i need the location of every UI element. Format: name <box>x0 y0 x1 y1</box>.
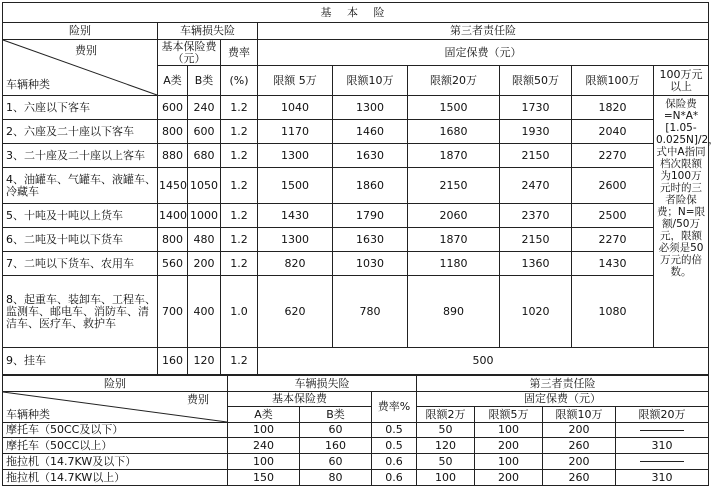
class-a-premium: 1400 <box>158 204 188 228</box>
limit-10w-premium: 200 <box>543 423 616 438</box>
table-row <box>3 276 709 348</box>
rate: 1.0 <box>221 276 258 348</box>
class-b-premium: 60 <box>300 454 372 470</box>
limit-10w-premium: 1300 <box>333 96 408 120</box>
dash-line <box>640 430 684 431</box>
limit-50w-premium: 2150 <box>500 228 572 252</box>
limit-5w-premium: 1300 <box>258 228 333 252</box>
class-a-premium: 1450 <box>158 168 188 204</box>
basic-insurance-table <box>2 2 719 375</box>
class-a-premium: 100 <box>228 423 300 438</box>
limit-20w-premium: 310 <box>616 470 709 486</box>
limit-100w-premium: 2270 <box>572 228 654 252</box>
class-a-premium: 800 <box>158 228 188 252</box>
header-limit-5w: 限额 5万 <box>258 66 333 96</box>
header-damage: 车辆损失险 <box>158 23 258 40</box>
class-a-premium: 150 <box>228 470 300 486</box>
class-b-premium: 160 <box>300 438 372 454</box>
header-limit-10w: 限额10万 <box>543 407 616 423</box>
vehicle-type-trailer: 9、挂车 <box>3 348 158 375</box>
header-base-premium: 基本保险费（元） <box>158 40 221 66</box>
header-diagonal-cell <box>3 392 228 423</box>
formula-note: 保险费=N*A*[1.05-0.025N]/2，式中A指同档次限额为100万元时的三者险保费；N=限额/50万元，限额必须是50万元的倍数。 <box>654 96 709 348</box>
class-a-premium: 800 <box>158 120 188 144</box>
limit-10w-premium: 260 <box>543 438 616 454</box>
vehicle-type: 4、油罐车、气罐车、液罐车、冷藏车 <box>3 168 158 204</box>
table-row <box>3 252 709 276</box>
header-class-b: B类 <box>188 66 221 96</box>
limit-10w-premium: 1460 <box>333 120 408 144</box>
header-fee: 费别 <box>187 393 209 406</box>
class-a-premium: 700 <box>158 276 188 348</box>
header-fixed-premium: 固定保费（元） <box>258 40 709 66</box>
limit-5w-premium: 100 <box>475 423 543 438</box>
vehicle-type: 2、六座及二十座以下客车 <box>3 120 158 144</box>
header-class-a: A类 <box>228 407 300 423</box>
limit-10w-premium: 1790 <box>333 204 408 228</box>
rate: 1.2 <box>221 204 258 228</box>
class-a-premium: 100 <box>228 454 300 470</box>
limit-50w-premium: 1930 <box>500 120 572 144</box>
limit-50w-premium: 2370 <box>500 204 572 228</box>
vehicle-type: 6、二吨及十吨以下货车 <box>3 228 158 252</box>
header-third-party: 第三者责任险 <box>417 376 709 392</box>
limit-10w-premium: 1630 <box>333 228 408 252</box>
class-a-premium: 160 <box>158 348 188 375</box>
header-rate: 费率 <box>221 40 258 66</box>
limit-20w-none <box>616 423 709 438</box>
class-a-premium: 240 <box>228 438 300 454</box>
rate: 1.2 <box>221 96 258 120</box>
limit-2w-premium: 100 <box>417 470 475 486</box>
limit-50w-premium: 1730 <box>500 96 572 120</box>
table-row <box>3 423 709 438</box>
header-limit-2w: 限额2万 <box>417 407 475 423</box>
vehicle-type: 拖拉机（14.7KW以上） <box>3 470 228 486</box>
header-fixed-premium: 固定保费（元） <box>417 392 709 407</box>
limit-5w-premium: 1500 <box>258 168 333 204</box>
vehicle-type: 拖拉机（14.7KW及以下） <box>3 454 228 470</box>
limit-2w-premium: 120 <box>417 438 475 454</box>
limit-20w-none <box>616 454 709 470</box>
header-limit-50w: 限额50万 <box>500 66 572 96</box>
class-b-premium: 400 <box>188 276 221 348</box>
rate: 1.2 <box>221 120 258 144</box>
header-rate: 费率% <box>372 392 417 423</box>
header-limit-20w: 限额20万 <box>616 407 709 423</box>
class-a-premium: 560 <box>158 252 188 276</box>
limit-5w-premium: 200 <box>475 438 543 454</box>
limit-5w-premium: 1300 <box>258 144 333 168</box>
vehicle-type: 摩托车（50CC及以下） <box>3 423 228 438</box>
limit-100w-premium: 2040 <box>572 120 654 144</box>
limit-20w-premium: 2150 <box>408 168 500 204</box>
class-b-premium: 120 <box>188 348 221 375</box>
vehicle-type: 7、二吨以下货车、农用车 <box>3 252 158 276</box>
header-base-premium: 基本保险费 <box>228 392 372 407</box>
limit-5w-premium: 820 <box>258 252 333 276</box>
limit-20w-premium: 1680 <box>408 120 500 144</box>
header-fee: 费别 <box>75 44 97 57</box>
limit-50w-premium: 1360 <box>500 252 572 276</box>
table-row <box>3 470 709 486</box>
vehicle-type: 摩托车（50CC以上） <box>3 438 228 454</box>
table-row <box>3 144 709 168</box>
limit-2w-premium: 50 <box>417 423 475 438</box>
vehicle-type: 5、十吨及十吨以上货车 <box>3 204 158 228</box>
rate: 1.2 <box>221 228 258 252</box>
table-row <box>3 348 709 375</box>
limit-100w-premium: 1430 <box>572 252 654 276</box>
trailer-fixed-premium: 500 <box>258 348 709 375</box>
header-vehicle-type: 车辆种类 <box>6 408 50 421</box>
header-limit-20w: 限额20万 <box>408 66 500 96</box>
header-category: 险别 <box>3 23 158 40</box>
vehicle-type: 1、六座以下客车 <box>3 96 158 120</box>
table-row <box>3 438 709 454</box>
limit-5w-premium: 620 <box>258 276 333 348</box>
dash-line <box>640 461 684 462</box>
limit-100w-premium: 2600 <box>572 168 654 204</box>
limit-20w-premium: 1180 <box>408 252 500 276</box>
class-b-premium: 240 <box>188 96 221 120</box>
rate: 0.5 <box>372 438 417 454</box>
limit-20w-premium: 2060 <box>408 204 500 228</box>
table-row <box>3 454 709 470</box>
vehicle-type: 3、二十座及二十座以上客车 <box>3 144 158 168</box>
rate: 0.6 <box>372 470 417 486</box>
limit-20w-premium: 1870 <box>408 144 500 168</box>
table-row <box>3 120 709 144</box>
rate: 0.6 <box>372 454 417 470</box>
motorcycle-tractor-table <box>2 375 709 486</box>
header-diagonal-cell <box>3 40 158 96</box>
class-b-premium: 1050 <box>188 168 221 204</box>
limit-5w-premium: 200 <box>475 470 543 486</box>
limit-10w-premium: 260 <box>543 470 616 486</box>
header-rate-unit: (%) <box>221 66 258 96</box>
class-a-premium: 880 <box>158 144 188 168</box>
table-row <box>3 168 709 204</box>
rate: 1.2 <box>221 144 258 168</box>
table-title: 基 本 险 <box>3 3 709 23</box>
header-damage: 车辆损失险 <box>228 376 417 392</box>
class-b-premium: 80 <box>300 470 372 486</box>
class-b-premium: 680 <box>188 144 221 168</box>
limit-10w-premium: 1030 <box>333 252 408 276</box>
limit-20w-premium: 890 <box>408 276 500 348</box>
limit-5w-premium: 1170 <box>258 120 333 144</box>
limit-20w-premium: 1870 <box>408 228 500 252</box>
limit-10w-premium: 1860 <box>333 168 408 204</box>
table-row <box>3 96 709 120</box>
limit-100w-premium: 1080 <box>572 276 654 348</box>
class-a-premium: 600 <box>158 96 188 120</box>
header-limit-100w: 限额100万 <box>572 66 654 96</box>
limit-100w-premium: 2270 <box>572 144 654 168</box>
class-b-premium: 480 <box>188 228 221 252</box>
limit-2w-premium: 50 <box>417 454 475 470</box>
header-limit-10w: 限额10万 <box>333 66 408 96</box>
limit-5w-premium: 1040 <box>258 96 333 120</box>
class-b-premium: 1000 <box>188 204 221 228</box>
rate: 1.2 <box>221 168 258 204</box>
vehicle-type: 8、起重车、装卸车、工程车、监测车、邮电车、消防车、清洁车、医疗车、救护车 <box>3 276 158 348</box>
rate: 0.5 <box>372 423 417 438</box>
header-class-b: B类 <box>300 407 372 423</box>
limit-100w-premium: 1820 <box>572 96 654 120</box>
header-third-party: 第三者责任险 <box>258 23 709 40</box>
limit-10w-premium: 200 <box>543 454 616 470</box>
class-b-premium: 600 <box>188 120 221 144</box>
limit-100w-premium: 2500 <box>572 204 654 228</box>
header-category: 险别 <box>3 376 228 392</box>
rate: 1.2 <box>221 252 258 276</box>
header-vehicle-type: 车辆种类 <box>6 78 50 91</box>
limit-5w-premium: 100 <box>475 454 543 470</box>
table-row <box>3 204 709 228</box>
class-b-premium: 200 <box>188 252 221 276</box>
header-class-a: A类 <box>158 66 188 96</box>
limit-10w-premium: 780 <box>333 276 408 348</box>
limit-20w-premium: 1500 <box>408 96 500 120</box>
limit-50w-premium: 2150 <box>500 144 572 168</box>
header-over-100w: 100万元以上 <box>654 66 709 96</box>
limit-50w-premium: 2470 <box>500 168 572 204</box>
class-b-premium: 60 <box>300 423 372 438</box>
limit-10w-premium: 1630 <box>333 144 408 168</box>
limit-50w-premium: 1020 <box>500 276 572 348</box>
table-row <box>3 228 709 252</box>
rate: 1.2 <box>221 348 258 375</box>
limit-5w-premium: 1430 <box>258 204 333 228</box>
limit-20w-premium: 310 <box>616 438 709 454</box>
header-limit-5w: 限额5万 <box>475 407 543 423</box>
